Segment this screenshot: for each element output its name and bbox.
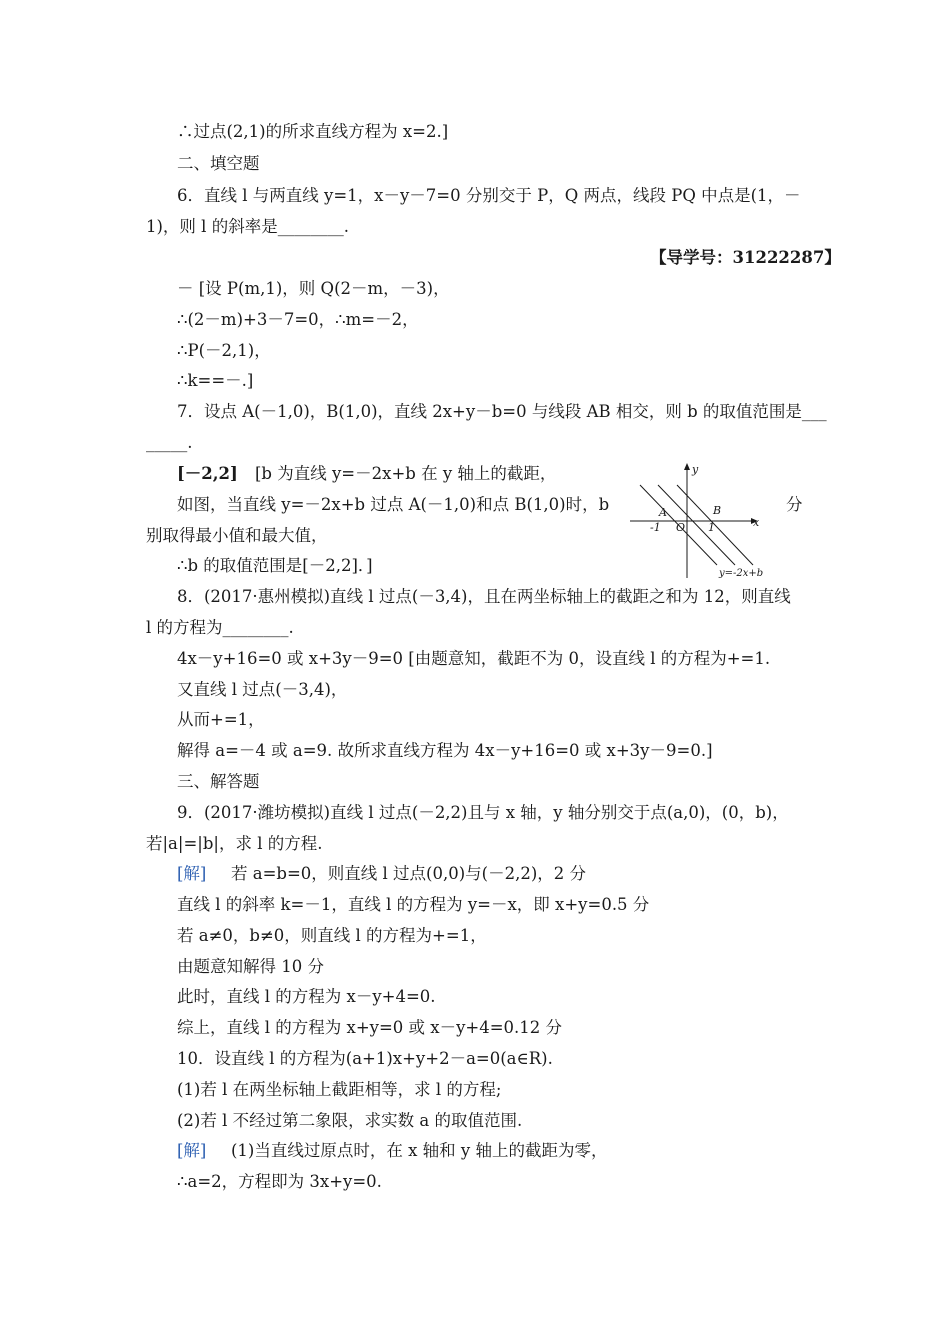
answer-9-step: 此时，直线 l 的方程为 x－y+4=0. [177,987,436,1006]
y-axis-arrow [684,463,690,470]
answer-7-result: [－2,2] [177,464,238,483]
answer-8-step: 从而+=1， [177,710,265,729]
guide-number: 【导学号：31222287】 [650,248,841,267]
question-10-part2: (2)若 l 不经过第二象限，求实数 a 的取值范围. [177,1111,523,1130]
answer-8-step: 解得 a=－4 或 a=9. 故所求直线方程为 4x－y+16=0 或 x+3y－9=0.] [177,741,713,760]
answer-9: 若 a=b=0，则直线 l 过点(0,0)与(－2,2)，2 分 [231,864,587,883]
point-a-label: A [659,506,667,519]
answer-7-step: 别取得最小值和最大值， [146,526,328,545]
answer-7: [b 为直线 y=－2x+b 在 y 轴上的截距， [255,464,557,483]
question-6-cont: 1)，则 l 的斜率是________. [146,217,349,236]
question-7: 7．设点 A(－1,0)，B(1,0)，直线 2x+y－b=0 与线段 AB 相交，则 b 的取值范围是___ [177,402,827,421]
answer-9-step: 由题意知解得 10 分 [177,957,324,976]
origin-label: O [676,521,686,534]
question-8: 8．(2017·惠州模拟)直线 l 过点(－3,4)，且在两坐标轴上的截距之和为 12，则直线 [177,587,791,606]
line-diagram [625,462,775,580]
tick-1-label: 1 [708,521,715,534]
line-equation-label: y=-2x+b [719,568,764,579]
question-9: 9．(2017·潍坊模拟)直线 l 过点(－2,2)且与 x 轴，y 轴分别交于点(a,0)，(0，b)， [177,803,789,822]
question-8-cont: l 的方程为________. [146,618,294,637]
question-7-cont: _____. [146,433,193,452]
section-heading: 三、解答题 [177,772,260,791]
text-line: ∴过点(2,1)的所求直线方程为 x=2.] [177,122,449,141]
answer-10-step: ∴a=2，方程即为 3x+y=0. [177,1172,382,1191]
question-10-part1: (1)若 l 在两坐标轴上截距相等，求 l 的方程; [177,1080,502,1099]
answer-6-step: ∴P(－2,1)， [177,341,271,360]
solution-tag: [解] [177,1141,207,1160]
tick-neg1-label: -1 [650,521,661,534]
question-9-cont: 若|a|=|b|，求 l 的方程. [146,834,323,853]
x-axis-label: x [753,516,760,529]
answer-7-step: ∴b 的取值范围是[－2,2]．] [177,556,373,575]
answer-10: (1)当直线过原点时，在 x 轴和 y 轴上的截距为零， [231,1141,608,1160]
answer-6: － [设 P(m,1)，则 Q(2－m，－3)， [177,279,450,298]
answer-7-step: 如图，当直线 y=－2x+b 过点 A(－1,0)和点 B(1,0)时，b [177,495,610,514]
line-through-b [677,485,753,565]
y-axis-label: y [692,463,699,476]
point-b-label: B [713,504,722,517]
answer-8: 4x－y+16=0 或 x+3y－9=0 [由题意知，截距不为 0，设直线 l 的方程为+=1. [177,649,771,668]
answer-9-step: 综上，直线 l 的方程为 x+y=0 或 x－y+4=0.12 分 [177,1018,563,1037]
answer-9-step: 若 a≠0，b≠0，则直线 l 的方程为+=1， [177,926,487,945]
answer-6-step: ∴(2－m)+3－7=0，∴m=－2， [177,310,419,329]
answer-7-step: 分 [786,495,803,514]
line-middle [658,485,735,565]
section-heading: 二、填空题 [177,154,260,173]
solution-tag: [解] [177,864,207,883]
question-10: 10．设直线 l 的方程为(a+1)x+y+2－a=0(a∈R). [177,1049,553,1068]
question-6: 6．直线 l 与两直线 y=1，x－y－7=0 分别交于 P，Q 两点，线段 PQ 中点是(1，－ [177,186,801,205]
answer-6-step: ∴k==－.] [177,371,254,390]
answer-8-step: 又直线 l 过点(－3,4)， [177,680,348,699]
answer-9-step: 直线 l 的斜率 k=－1，直线 l 的方程为 y=－x，即 x+y=0.5 分 [177,895,650,914]
